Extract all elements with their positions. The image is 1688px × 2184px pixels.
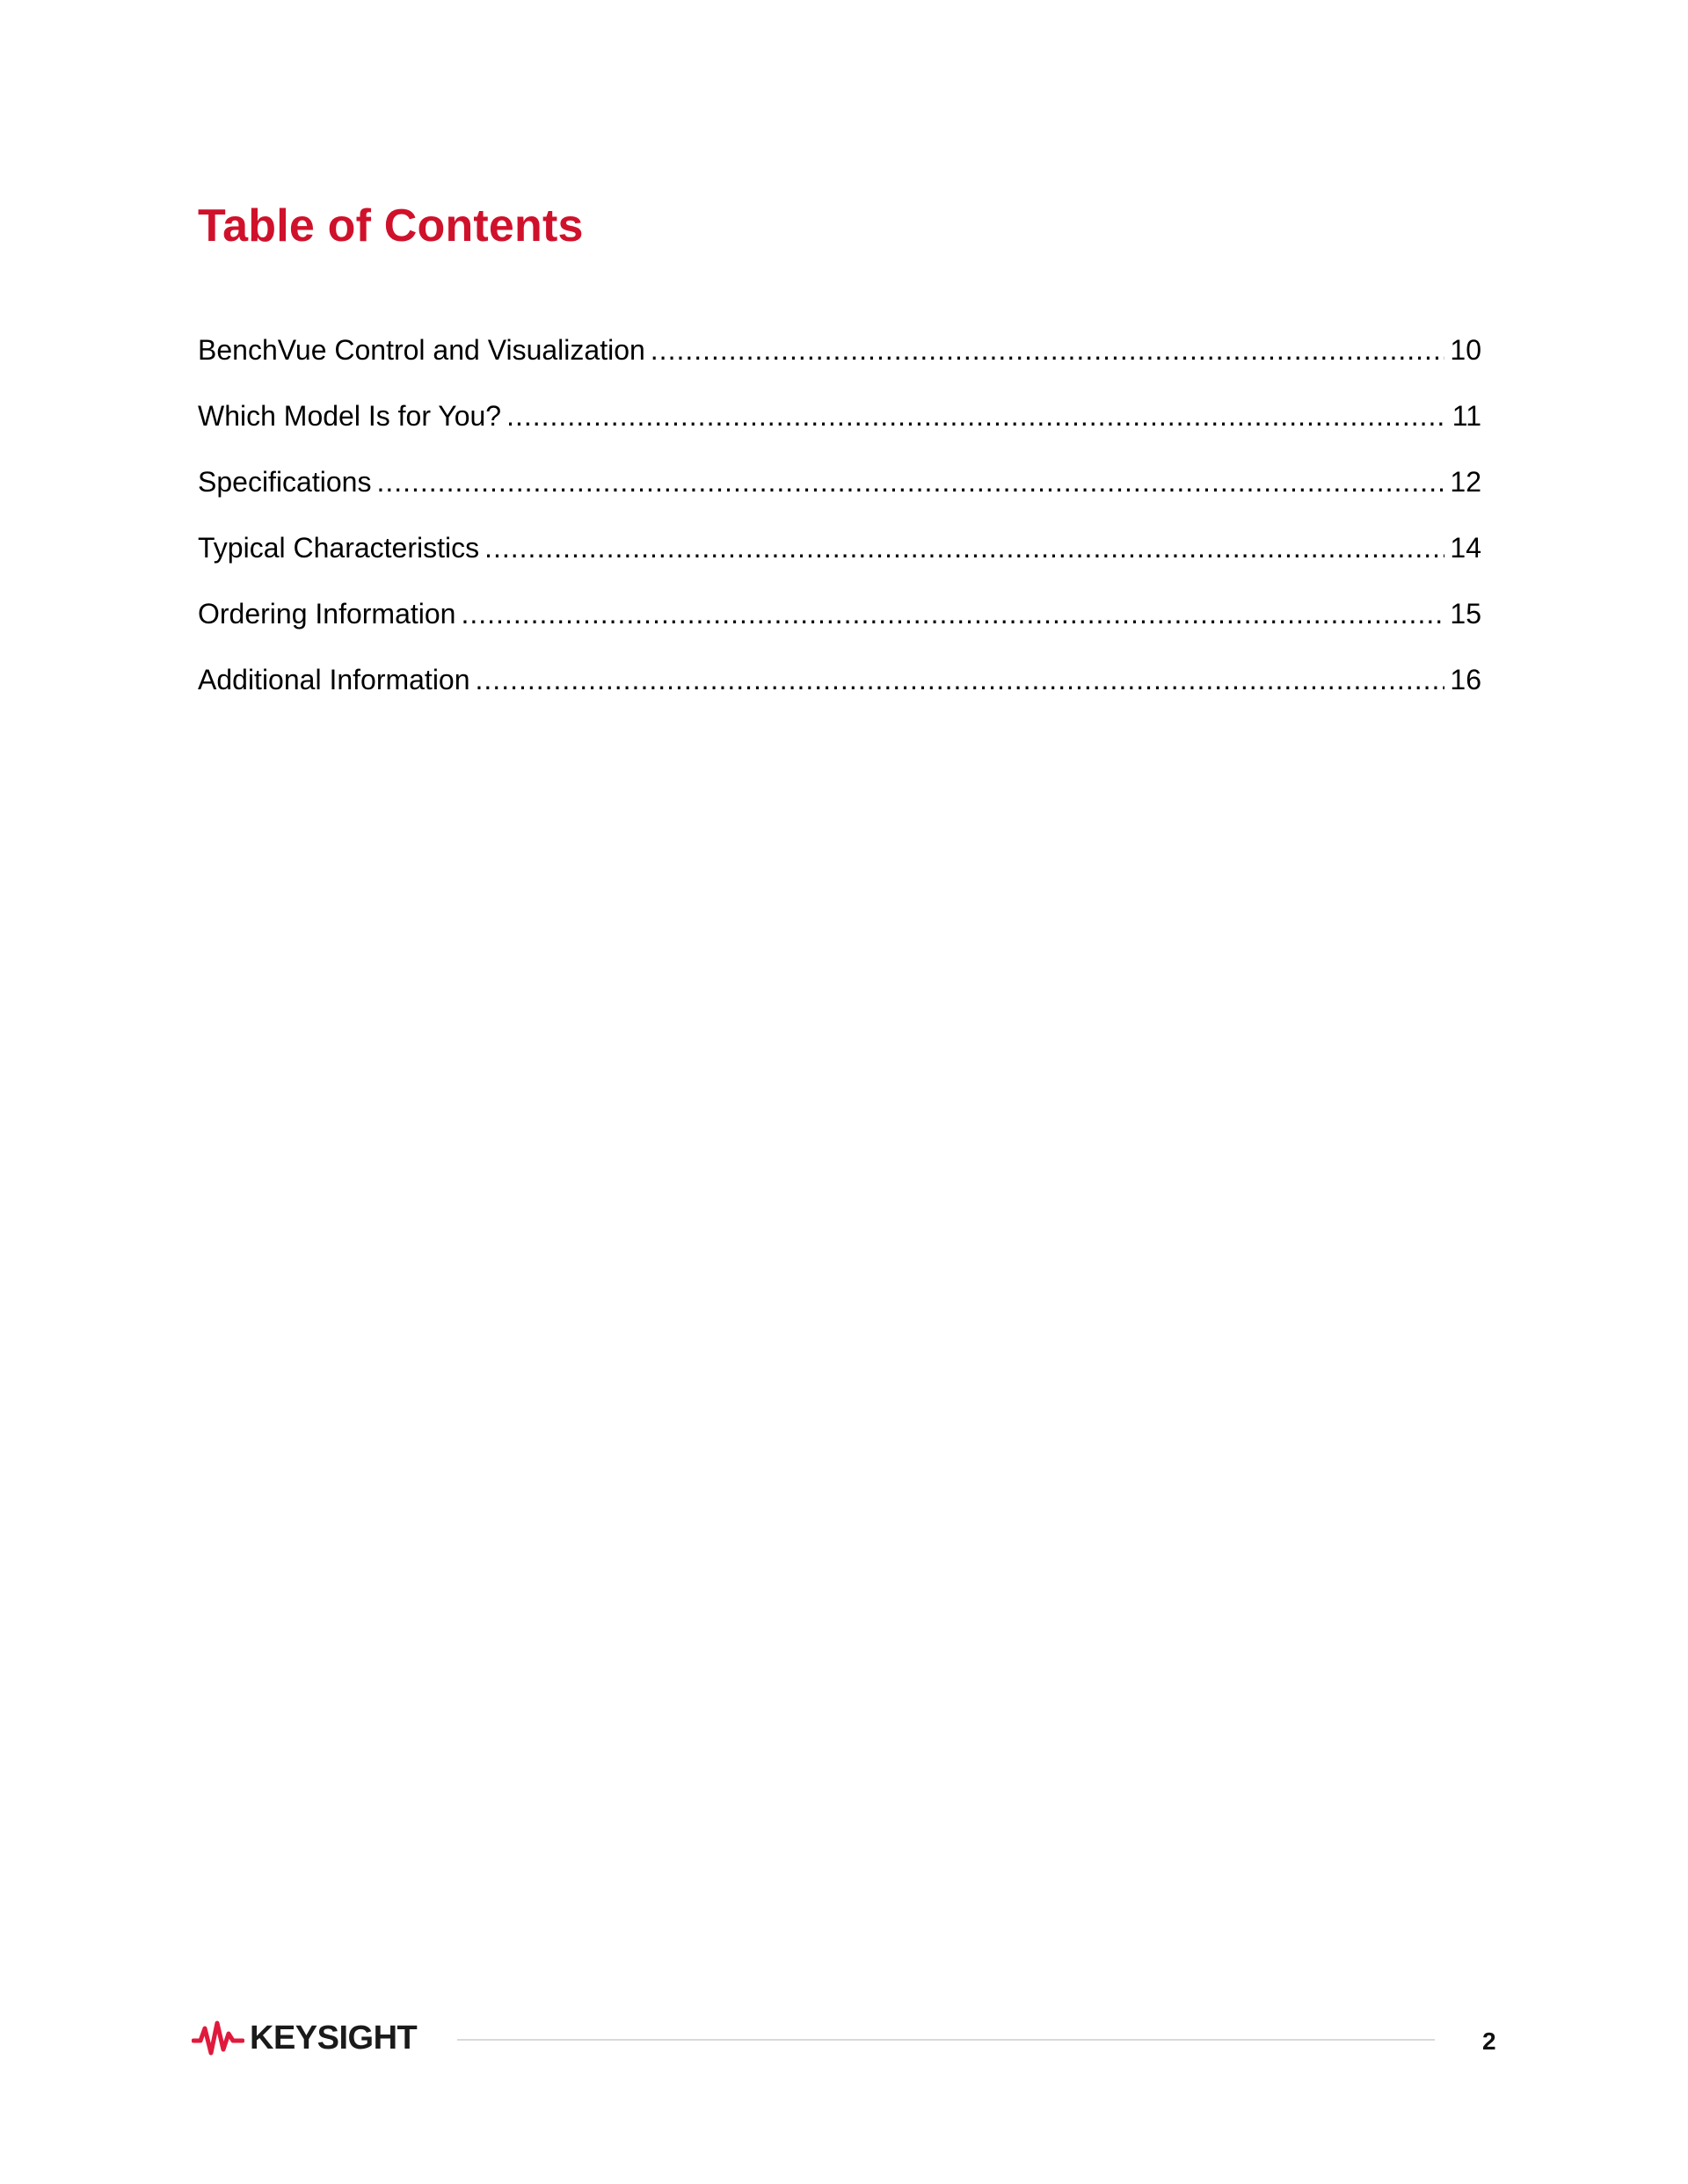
- toc-entry-page: 12: [1450, 466, 1481, 498]
- toc-entry-specifications[interactable]: [198, 464, 1481, 530]
- toc-entry-page: 11: [1452, 400, 1481, 432]
- toc-dot-leader: [484, 530, 1444, 565]
- toc-dot-leader: [376, 464, 1444, 499]
- toc-entry-typical-characteristics[interactable]: [198, 530, 1481, 596]
- toc-entry-ordering-information[interactable]: [198, 596, 1481, 662]
- toc-entry-which-model[interactable]: [198, 398, 1481, 464]
- toc-dot-leader: [651, 332, 1445, 368]
- page-number: 2: [1482, 2027, 1496, 2055]
- toc-entry-page: 15: [1450, 598, 1481, 630]
- toc-entry-benchvue[interactable]: [198, 332, 1481, 398]
- toc-entry-label: Specifications: [198, 466, 372, 498]
- toc-dot-leader: [506, 398, 1447, 433]
- footer-brand-name: KEYSIGHT: [250, 2020, 418, 2057]
- footer-divider: [457, 2039, 1435, 2041]
- toc-entry-label: Typical Characteristics: [198, 532, 480, 564]
- toc-entry-page: 10: [1450, 334, 1481, 366]
- toc-entry-page: 16: [1450, 664, 1481, 695]
- waveform-logo-path: [193, 2023, 243, 2053]
- table-of-contents: [198, 332, 1481, 728]
- toc-entry-label: Additional Information: [198, 664, 470, 695]
- toc-dot-leader: [461, 596, 1444, 631]
- toc-entry-label: Ordering Information: [198, 598, 456, 630]
- toc-entry-additional-information[interactable]: [198, 662, 1481, 728]
- toc-entry-page: 14: [1450, 532, 1481, 564]
- waveform-logo-icon: [192, 2018, 244, 2058]
- toc-dot-leader: [476, 662, 1445, 697]
- toc-entry-label: Which Model Is for You?: [198, 400, 502, 432]
- toc-entry-label: BenchVue Control and Visualization: [198, 334, 645, 366]
- keysight-logo: [192, 2017, 417, 2059]
- page-title: Table of Contents: [198, 200, 584, 251]
